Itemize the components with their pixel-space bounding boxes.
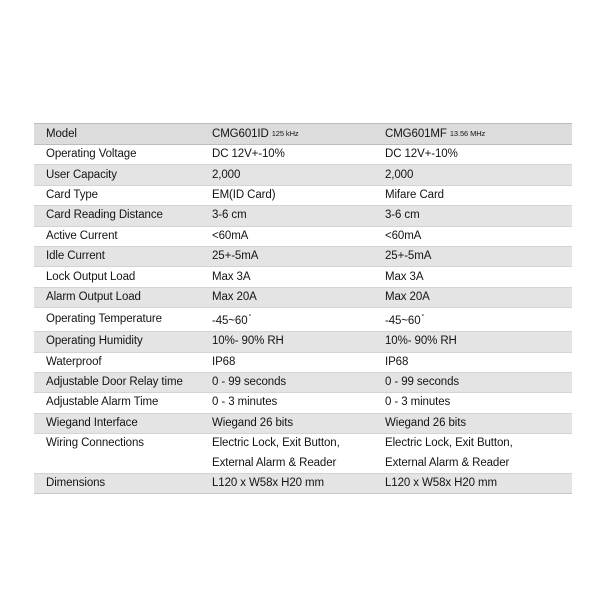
- row-value-model-1: <60mA: [212, 226, 385, 246]
- degree-mark: °: [248, 314, 252, 322]
- table-row: [34, 267, 572, 287]
- row-value-model-2: 3-6 cm: [385, 206, 572, 226]
- row-value-model-2: DC 12V+-10%: [385, 145, 572, 165]
- row-label: Operating Humidity: [34, 332, 212, 352]
- model-1-frequency: 125 kHz: [271, 129, 299, 138]
- wiring-line-2: External Alarm & Reader: [385, 456, 510, 469]
- table-row: [34, 393, 572, 413]
- row-label: Wiring Connections: [34, 434, 212, 474]
- table-row: [34, 352, 572, 372]
- row-value-model-2: [385, 308, 572, 332]
- row-value-model-1: Max 3A: [212, 267, 385, 287]
- row-label: Card Reading Distance: [34, 206, 212, 226]
- spec-table: [34, 123, 572, 494]
- row-label: Waterproof: [34, 352, 212, 372]
- row-value-model-2: 10%- 90% RH: [385, 332, 572, 352]
- row-label: Operating Voltage: [34, 145, 212, 165]
- row-value-model-2: <60mA: [385, 226, 572, 246]
- table-row: [34, 145, 572, 165]
- model-1-header: [212, 124, 385, 145]
- table-row: [34, 185, 572, 205]
- row-value-model-2: Max 3A: [385, 267, 572, 287]
- row-value-model-1: 25+-5mA: [212, 246, 385, 266]
- row-label: User Capacity: [34, 165, 212, 185]
- row-label: Adjustable Door Relay time: [34, 372, 212, 392]
- row-value-model-2: Max 20A: [385, 287, 572, 307]
- table-row: [34, 308, 572, 332]
- table-row: [34, 332, 572, 352]
- table-row: [34, 165, 572, 185]
- model-2-frequency: 13.56 MHz: [449, 129, 486, 138]
- row-value-model-1: EM(ID Card): [212, 185, 385, 205]
- row-value-model-2: 0 - 3 minutes: [385, 393, 572, 413]
- row-label: Active Current: [34, 226, 212, 246]
- row-label: Adjustable Alarm Time: [34, 393, 212, 413]
- model-1-name: CMG601ID: [212, 128, 269, 140]
- row-value-model-1: IP68: [212, 352, 385, 372]
- row-label: Dimensions: [34, 474, 212, 494]
- row-value-model-2: 25+-5mA: [385, 246, 572, 266]
- row-value-model-1: Max 20A: [212, 287, 385, 307]
- table-row: [34, 413, 572, 433]
- table-row: [34, 226, 572, 246]
- row-value-model-2: IP68: [385, 352, 572, 372]
- table-row-wiring: [34, 434, 572, 474]
- row-value-model-2: L120 x W58x H20 mm: [385, 474, 572, 494]
- row-value-model-2: Mifare Card: [385, 185, 572, 205]
- table-row: [34, 246, 572, 266]
- row-value-model-1: Wiegand 26 bits: [212, 413, 385, 433]
- row-value-model-1: 3-6 cm: [212, 206, 385, 226]
- table-row: [34, 206, 572, 226]
- row-label: Lock Output Load: [34, 267, 212, 287]
- row-value-model-1: DC 12V+-10%: [212, 145, 385, 165]
- row-value-model-1: 10%- 90% RH: [212, 332, 385, 352]
- temperature-value: -45~60: [385, 315, 421, 328]
- row-label: Operating Temperature: [34, 308, 212, 332]
- row-value-model-2: 0 - 99 seconds: [385, 372, 572, 392]
- degree-mark: °: [421, 314, 425, 322]
- model-2-header: [385, 124, 572, 145]
- row-label: Wiegand Interface: [34, 413, 212, 433]
- wiring-line-2: External Alarm & Reader: [212, 456, 337, 469]
- row-value-model-1: 0 - 3 minutes: [212, 393, 385, 413]
- row-value-model-1: L120 x W58x H20 mm: [212, 474, 385, 494]
- row-value-model-1: [212, 434, 385, 474]
- model-2-name: CMG601MF: [385, 128, 447, 140]
- table-row: [34, 287, 572, 307]
- row-value-model-2: [385, 434, 572, 474]
- wiring-line-1: Electric Lock, Exit Button,: [385, 437, 513, 450]
- row-label: Card Type: [34, 185, 212, 205]
- row-label: Alarm Output Load: [34, 287, 212, 307]
- row-value-model-1: 2,000: [212, 165, 385, 185]
- table-header-row: [34, 124, 572, 145]
- row-value-model-1: 0 - 99 seconds: [212, 372, 385, 392]
- row-value-model-2: Wiegand 26 bits: [385, 413, 572, 433]
- row-label: Idle Current: [34, 246, 212, 266]
- header-label: Model: [34, 124, 212, 145]
- row-value-model-1: [212, 308, 385, 332]
- table-row: [34, 474, 572, 494]
- temperature-value: -45~60: [212, 315, 248, 328]
- wiring-line-1: Electric Lock, Exit Button,: [212, 437, 340, 450]
- table-row: [34, 372, 572, 392]
- row-value-model-2: 2,000: [385, 165, 572, 185]
